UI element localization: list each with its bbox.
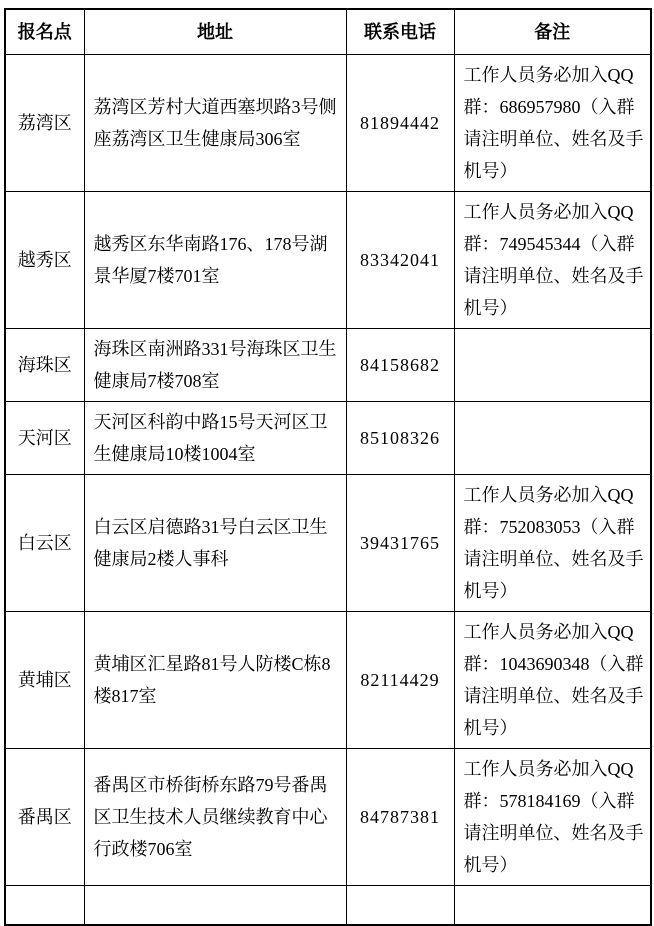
table-row-haizhu	[5, 328, 651, 401]
site-cell	[5, 885, 84, 925]
phone-cell: 39431765	[346, 474, 454, 611]
site-cell: 番禺区	[5, 748, 84, 885]
site-cell: 白云区	[5, 474, 84, 611]
table-header	[5, 9, 651, 54]
address-cell: 荔湾区芳村大道西塞坝路3号侧座荔湾区卫生健康局306室	[84, 54, 346, 191]
phone-cell: 81894442	[346, 54, 454, 191]
site-cell: 天河区	[5, 401, 84, 474]
remark-cell: 工作人员务必加入QQ群：1043690348（入群请注明单位、姓名及手机号）	[454, 611, 651, 748]
header-cell-address: 地址	[84, 9, 346, 54]
address-cell: 天河区科韵中路15号天河区卫生健康局10楼1004室	[84, 401, 346, 474]
phone-cell: 84787381	[346, 748, 454, 885]
phone-cell: 82114429	[346, 611, 454, 748]
table-row-liwan	[5, 54, 651, 191]
address-cell: 越秀区东华南路176、178号湖景华厦7楼701室	[84, 191, 346, 328]
table-row-tianhe	[5, 401, 651, 474]
header-cell-site: 报名点	[5, 9, 84, 54]
document-page	[4, 8, 650, 926]
table-row-yuexiu	[5, 191, 651, 328]
site-cell: 越秀区	[5, 191, 84, 328]
phone-cell: 83342041	[346, 191, 454, 328]
address-cell: 海珠区南洲路331号海珠区卫生健康局7楼708室	[84, 328, 346, 401]
remark-cell: 工作人员务必加入QQ群：578184169（入群请注明单位、姓名及手机号）	[454, 748, 651, 885]
address-cell: 黄埔区汇星路81号人防楼C栋8楼817室	[84, 611, 346, 748]
remark-cell	[454, 401, 651, 474]
table-row-panyu	[5, 748, 651, 885]
address-cell	[84, 885, 346, 925]
address-cell: 白云区启德路31号白云区卫生健康局2楼人事科	[84, 474, 346, 611]
remark-cell: 工作人员务必加入QQ群：752083053（入群请注明单位、姓名及手机号）	[454, 474, 651, 611]
remark-cell: 工作人员务必加入QQ群：749545344（入群请注明单位、姓名及手机号）	[454, 191, 651, 328]
table-row-partial	[5, 885, 651, 925]
header-row	[5, 9, 651, 54]
registration-sites-table	[4, 8, 652, 926]
site-cell: 黄埔区	[5, 611, 84, 748]
remark-cell	[454, 328, 651, 401]
phone-cell	[346, 885, 454, 925]
header-cell-remark: 备注	[454, 9, 651, 54]
table-row-huangpu	[5, 611, 651, 748]
table-row-baiyun	[5, 474, 651, 611]
header-cell-phone: 联系电话	[346, 9, 454, 54]
table-body	[5, 54, 651, 925]
site-cell: 海珠区	[5, 328, 84, 401]
site-cell: 荔湾区	[5, 54, 84, 191]
phone-cell: 85108326	[346, 401, 454, 474]
phone-cell: 84158682	[346, 328, 454, 401]
remark-cell	[454, 885, 651, 925]
remark-cell: 工作人员务必加入QQ群：686957980（入群请注明单位、姓名及手机号）	[454, 54, 651, 191]
address-cell: 番禺区市桥街桥东路79号番禺区卫生技术人员继续教育中心行政楼706室	[84, 748, 346, 885]
